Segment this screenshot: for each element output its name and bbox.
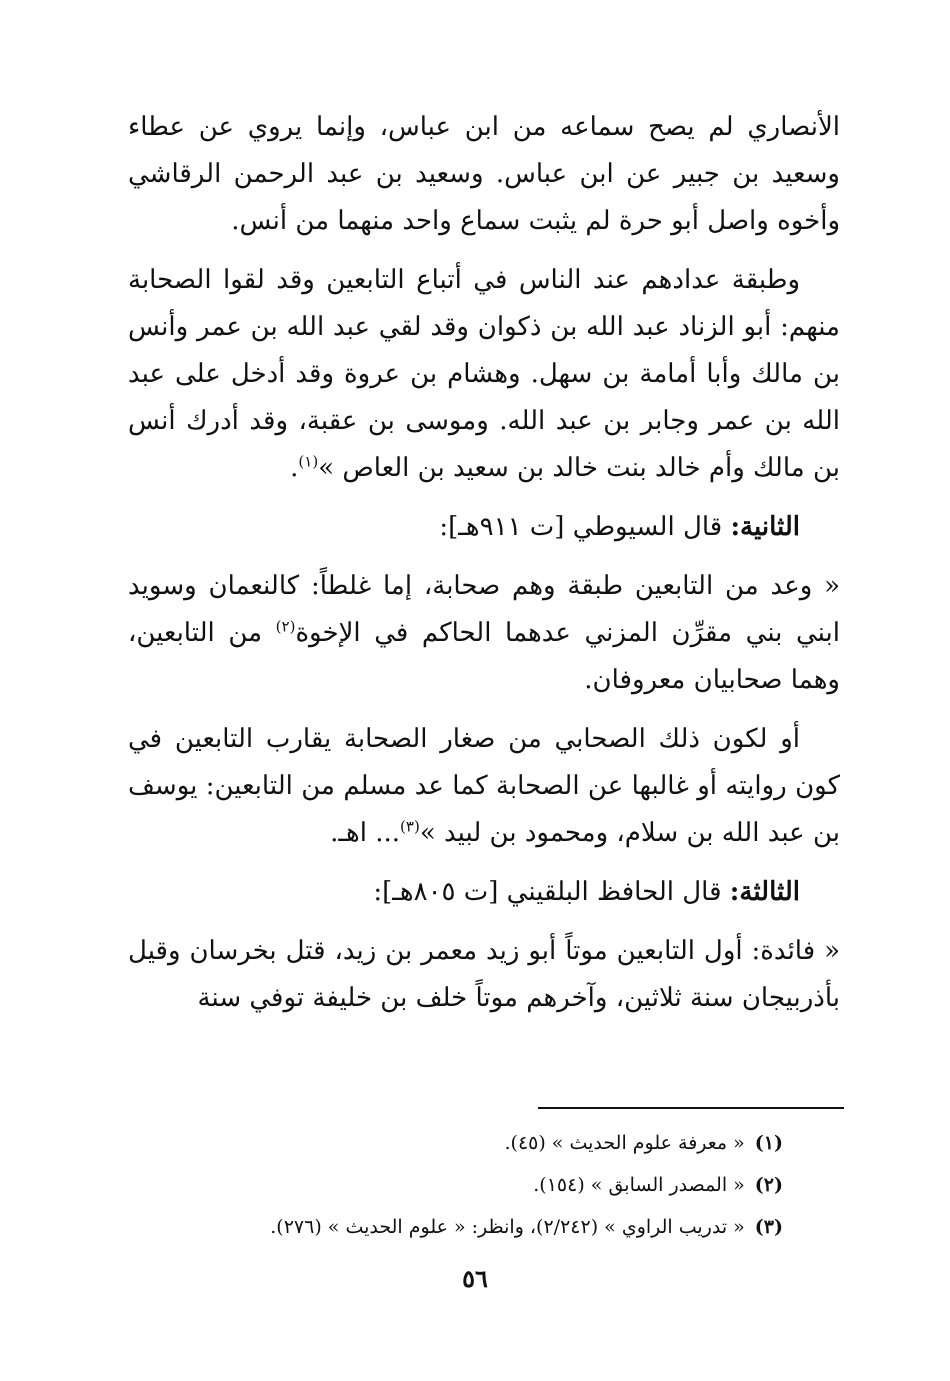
page-number: ٥٦ bbox=[462, 1264, 488, 1293]
paragraph-1 bbox=[128, 104, 840, 245]
footnote-text: « المصدر السابق » (١٥٤). bbox=[533, 1174, 745, 1196]
heading-label: الثانية: bbox=[730, 512, 800, 542]
heading-label: الثالثة: bbox=[729, 877, 800, 907]
paragraph-3-text: أو لكون ذلك الصحابي من صغار الصحابة يقارب التابعين في كون روايته أو غالبها عن الصحابة كما عد مسلم من التابعين: يوسف بن عبد الله بن سلام، ومحمود بن لبيد » bbox=[128, 724, 840, 848]
quote-paragraph-1 bbox=[128, 563, 840, 704]
quote-text-2: « فائدة: أول التابعين موتاً أبو زيد معمر بن زيد، قتل بخرسان وقيل بأذربيجان سنة ثلاثين، وآخرهم موتاً خلف بن خليفة توفي سنة bbox=[128, 936, 840, 1013]
section-heading-third bbox=[128, 869, 840, 916]
footnote-ref-1: (١) bbox=[298, 452, 319, 471]
section-heading-second bbox=[128, 504, 840, 551]
quote-text-1: « وعد من التابعين طبقة وهم صحابة، إما غلطاً: كالنعمان وسويد ابني بني مقرِّن المزني عدهما الحاكم في الإخوة bbox=[128, 571, 840, 648]
footnote-number: (٣) bbox=[754, 1216, 783, 1238]
footnote-separator bbox=[538, 1107, 844, 1109]
heading-text: قال الحافظ البلقيني [ت ٨٠٥هـ]: bbox=[373, 877, 722, 907]
quote-text-1b: من التابعين، وهما صحابيان معروفان. bbox=[128, 618, 840, 695]
heading-text: قال السيوطي [ت ٩١١هـ]: bbox=[439, 512, 723, 542]
footnote-number: (٢) bbox=[754, 1174, 783, 1196]
paragraph-2-text: وطبقة عدادهم عند الناس في أتباع التابعين وقد لقوا الصحابة منهم: أبو الزناد عبد الله بن ذكوان وقد لقي عبد الله بن عمر وأنس بن مالك وأبا أمامة بن سهل. وهشام بن عروة وقد أدخل على عبد الله بن عمر وجابر بن عبد الله. وموسى بن عقبة، وقد أدرك أنس بن مالك وأم خالد بنت خالد بن سعيد بن العاص » bbox=[128, 265, 840, 483]
paragraph-1-text: الأنصاري لم يصح سماعه من ابن عباس، وإنما يروي عن عطاء وسعيد بن جبير عن ابن عباس. وسعيد بن عبد الرحمن الرقاشي وأخوه واصل أبو حرة لم يثبت سماع واحد منهما من أنس. bbox=[128, 112, 840, 236]
footnote-text: « معرفة علوم الحديث » (٤٥). bbox=[504, 1132, 745, 1154]
footnotes bbox=[128, 1122, 783, 1248]
page-body bbox=[128, 104, 840, 1034]
paragraph-2-period: . bbox=[290, 453, 299, 483]
footnote-number: (١) bbox=[754, 1132, 783, 1154]
footnote-1 bbox=[128, 1122, 783, 1164]
paragraph-2 bbox=[128, 257, 840, 492]
footnote-2 bbox=[128, 1164, 783, 1206]
paragraph-3 bbox=[128, 716, 840, 857]
footnote-text: « تدريب الراوي » (٢/٢٤٢)، وانظر: « علوم الحديث » (٢٧٦). bbox=[270, 1216, 745, 1238]
quote-paragraph-2 bbox=[128, 928, 840, 1022]
paragraph-3-tail: ... اهـ. bbox=[330, 818, 401, 848]
footnote-ref-3: (٣) bbox=[400, 817, 420, 836]
footnote-3 bbox=[128, 1206, 783, 1248]
footnote-ref-2: (٢) bbox=[275, 617, 296, 636]
